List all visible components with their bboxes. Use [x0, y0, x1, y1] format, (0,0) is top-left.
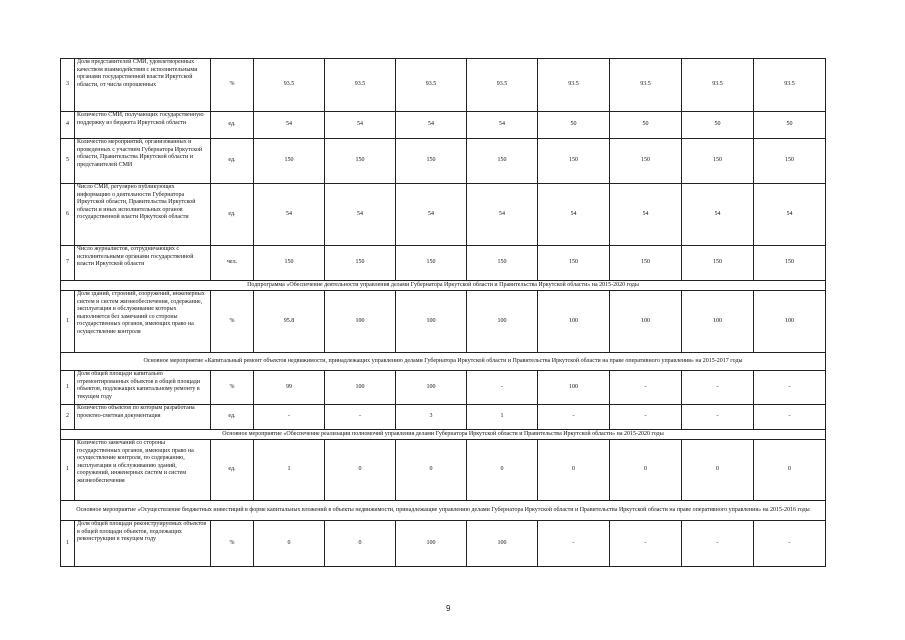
value-cell: 100 [325, 291, 396, 353]
value-cell: 99 [254, 371, 325, 405]
value-cell: 100 [682, 291, 754, 353]
value-cell: 0 [538, 440, 610, 501]
value-cell: 0 [325, 440, 396, 501]
section-header-row [61, 353, 826, 371]
indicator-name: Количество замечаний со стороны государственных органов, имеющих право на осуществление контроля, по содержанию, эксплуатации и обслуживанию зданий, сооружений, инженерных систем и систем жизнеобеспечения [75, 440, 211, 501]
value-cell: 54 [538, 184, 610, 246]
value-cell: 54 [325, 112, 396, 139]
value-cell: 150 [254, 139, 325, 184]
section-title: Основное мероприятие «Капитальный ремонт объектов недвижимости, принадлежащих управлению делами Губернатора Иркутской области и Правительства Иркутской области на праве оперативного управления» на 2015-2017 годы [61, 353, 826, 371]
row-number: 1 [61, 371, 75, 405]
indicators-table [60, 58, 826, 567]
value-cell: 150 [467, 246, 538, 281]
value-cell: 93.5 [538, 59, 610, 112]
value-cell: 93.5 [682, 59, 754, 112]
value-cell: 100 [467, 521, 538, 567]
value-cell: - [538, 405, 610, 430]
value-cell: 54 [396, 112, 467, 139]
value-cell: 93.5 [467, 59, 538, 112]
indicator-name: Доля представителей СМИ, удовлетворенных качеством взаимодействия с исполнительными органами государственной власти Иркутской области, от числа опрошенных [75, 59, 211, 112]
row-number: 6 [61, 184, 75, 246]
value-cell: - [754, 405, 826, 430]
value-cell: 150 [610, 139, 682, 184]
unit-cell: ед. [211, 405, 254, 430]
table-row [61, 291, 826, 353]
value-cell: 100 [538, 371, 610, 405]
section-header-row [61, 501, 826, 521]
value-cell: 54 [396, 184, 467, 246]
value-cell: 54 [467, 184, 538, 246]
indicator-name: Количество СМИ, получающих государственную поддержку из бюджета Иркутской области [75, 112, 211, 139]
table-row [61, 521, 826, 567]
value-cell: 93.5 [610, 59, 682, 112]
table-row [61, 184, 826, 246]
value-cell: 0 [467, 440, 538, 501]
table-row [61, 405, 826, 430]
table-row [61, 371, 826, 405]
section-title: Основное мероприятие «Осуществление бюджетных инвестиций в форме капитальных вложений в объекты недвижимости, принадлежащие управлению делами Губернатора Иркутской области и Правительства Иркутской области на праве оперативного управления» на 2015-2016 годы [61, 501, 826, 521]
value-cell: 3 [396, 405, 467, 430]
value-cell: - [682, 371, 754, 405]
value-cell: - [610, 521, 682, 567]
row-number: 1 [61, 440, 75, 501]
value-cell: 100 [538, 291, 610, 353]
indicator-name: Количество объектов по которым разработана проектно-сметная документация [75, 405, 211, 430]
value-cell: 150 [396, 139, 467, 184]
indicator-name: Доля зданий, строений, сооружений, инженерных систем и систем жизнеобеспечения, содержание, эксплуатация и обслуживание которых выполняется без замечаний со стороны государственных органов, имеющих право на осуществление контроля [75, 291, 211, 353]
indicator-name: Число журналистов, сотрудничающих с исполнительными органами государственной власти Иркутской области [75, 246, 211, 281]
value-cell: 1 [467, 405, 538, 430]
row-number: 5 [61, 139, 75, 184]
value-cell: 100 [396, 291, 467, 353]
value-cell: 93.5 [254, 59, 325, 112]
unit-cell: чел. [211, 246, 254, 281]
value-cell: - [754, 521, 826, 567]
section-title: Подпрограмма «Обеспечение деятельности управления делами Губернатора Иркутской области и Правительства Иркутской области» на 2015-2020 годы [61, 281, 826, 291]
value-cell: 54 [325, 184, 396, 246]
value-cell: 100 [396, 371, 467, 405]
section-header-row [61, 281, 826, 291]
value-cell: 150 [325, 139, 396, 184]
value-cell: - [682, 521, 754, 567]
value-cell: 150 [467, 139, 538, 184]
table-row [61, 440, 826, 501]
table-row [61, 139, 826, 184]
table-row [61, 112, 826, 139]
unit-cell: ед. [211, 112, 254, 139]
value-cell: 100 [396, 521, 467, 567]
value-cell: 0 [396, 440, 467, 501]
value-cell: 50 [754, 112, 826, 139]
unit-cell: % [211, 371, 254, 405]
value-cell: 93.5 [325, 59, 396, 112]
value-cell: - [754, 371, 826, 405]
page-number: 9 [446, 604, 451, 613]
value-cell: 50 [610, 112, 682, 139]
value-cell: 100 [325, 371, 396, 405]
section-title: Основное мероприятие «Обеспечение реализации полномочий управления делами Губернатора Иркутской области и Правительства Иркутской области» на 2015-2020 годы [61, 430, 826, 440]
value-cell: 50 [538, 112, 610, 139]
value-cell: 100 [467, 291, 538, 353]
value-cell: 54 [467, 112, 538, 139]
indicator-name: Доля общей площади капитально отремонтированных объектов в общей площади объектов, подлежащих капитальному ремонту в текущем году [75, 371, 211, 405]
unit-cell: ед. [211, 440, 254, 501]
value-cell: 54 [682, 184, 754, 246]
unit-cell: % [211, 59, 254, 112]
unit-cell: % [211, 521, 254, 567]
table-row [61, 59, 826, 112]
value-cell: 0 [254, 521, 325, 567]
value-cell: 0 [325, 521, 396, 567]
value-cell: 150 [610, 246, 682, 281]
row-number: 1 [61, 521, 75, 567]
indicator-name: Количество мероприятий, организованных и проведенных с участием Губернатора Иркутской области, Правительства Иркутской области и представителей СМИ [75, 139, 211, 184]
value-cell: - [610, 405, 682, 430]
value-cell: 54 [254, 112, 325, 139]
row-number: 2 [61, 405, 75, 430]
value-cell: 93.5 [754, 59, 826, 112]
value-cell: 54 [610, 184, 682, 246]
row-number: 1 [61, 291, 75, 353]
value-cell: - [538, 521, 610, 567]
unit-cell: % [211, 291, 254, 353]
value-cell: 50 [682, 112, 754, 139]
value-cell: - [467, 371, 538, 405]
value-cell: - [682, 405, 754, 430]
indicator-table-sheet [60, 58, 825, 567]
value-cell: 150 [396, 246, 467, 281]
value-cell: 150 [682, 246, 754, 281]
value-cell: - [610, 371, 682, 405]
value-cell: 150 [254, 246, 325, 281]
table-row [61, 246, 826, 281]
value-cell: 150 [682, 139, 754, 184]
value-cell: 150 [325, 246, 396, 281]
value-cell: 150 [538, 139, 610, 184]
section-header-row [61, 430, 826, 440]
value-cell: 100 [754, 291, 826, 353]
value-cell: 95.8 [254, 291, 325, 353]
value-cell: 54 [254, 184, 325, 246]
unit-cell: ед. [211, 184, 254, 246]
indicator-name: Доля общей площади реконструируемых объектов в общей площади объектов, подлежащих реконструкции в текущем году [75, 521, 211, 567]
value-cell: - [254, 405, 325, 430]
unit-cell: ед. [211, 139, 254, 184]
value-cell: 150 [754, 246, 826, 281]
value-cell: 150 [754, 139, 826, 184]
value-cell: 150 [538, 246, 610, 281]
value-cell: 0 [754, 440, 826, 501]
value-cell: 93.5 [396, 59, 467, 112]
value-cell: 1 [254, 440, 325, 501]
value-cell: 100 [610, 291, 682, 353]
indicator-name: Число СМИ, регулярно публикующих информацию о деятельности Губернатора Иркутской области, Правительства Иркутской области и иных исполнительных органов государственной власти Иркутской области [75, 184, 211, 246]
row-number: 3 [61, 59, 75, 112]
row-number: 7 [61, 246, 75, 281]
value-cell: 54 [754, 184, 826, 246]
value-cell: 0 [610, 440, 682, 501]
row-number: 4 [61, 112, 75, 139]
value-cell: - [325, 405, 396, 430]
value-cell: 0 [682, 440, 754, 501]
